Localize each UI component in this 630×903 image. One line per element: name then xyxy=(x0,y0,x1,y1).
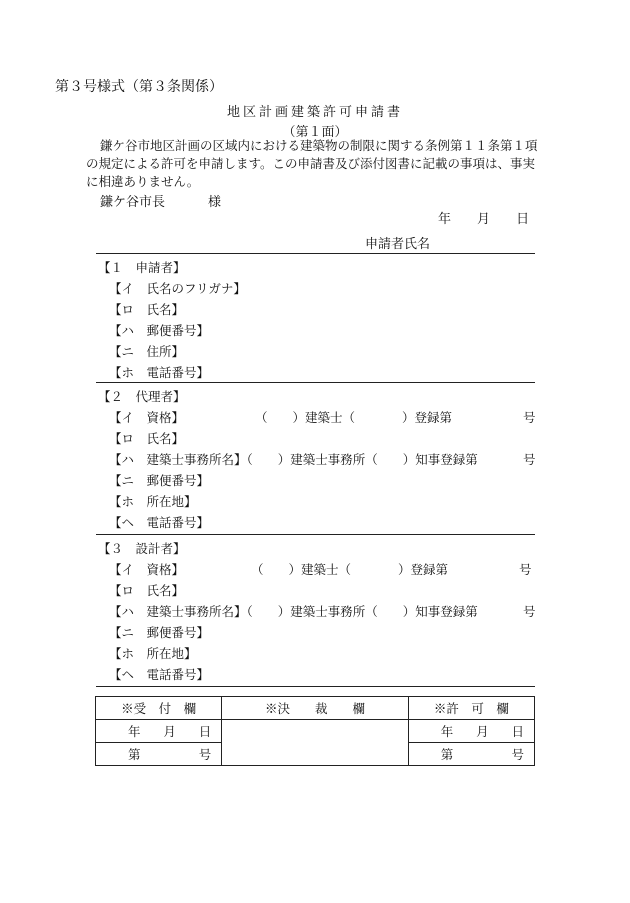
day-label: 日 xyxy=(511,724,524,739)
agent-phone-row xyxy=(96,513,535,533)
applicant-postal-row xyxy=(96,321,535,341)
field-label: 【ニ 郵便番号】 xyxy=(109,473,210,488)
qual-reg: ）登録第 xyxy=(402,410,453,425)
field-label: 【イ 氏名のフリガナ】 xyxy=(109,281,246,296)
field-label: 【ニ 郵便番号】 xyxy=(109,625,210,640)
field-label: 【ハ 郵便番号】 xyxy=(109,323,210,338)
qual-paren: （ ）建築士（ xyxy=(251,562,352,577)
page-subtitle: （第１面） xyxy=(282,125,348,140)
date-day-label: 日 xyxy=(516,212,530,227)
field-label: 【ヘ 電話番号】 xyxy=(109,667,210,682)
agent-section-header xyxy=(96,387,535,407)
designer-name-row xyxy=(96,581,535,601)
applicant-furigana-row xyxy=(96,279,535,299)
field-label: 【ホ 電話番号】 xyxy=(109,365,210,380)
month-label: 月 xyxy=(476,724,489,739)
divider xyxy=(96,253,535,254)
applicant-name-label: 申請者氏名 xyxy=(365,237,431,252)
form-label: 第３号様式（第３条関係） xyxy=(55,79,223,95)
field-label: 【ニ 住所】 xyxy=(109,344,185,359)
divider xyxy=(96,382,535,383)
qual-reg: ）登録第 xyxy=(398,562,449,577)
designer-office-row xyxy=(96,602,535,622)
permission-number-cell[interactable] xyxy=(408,743,534,766)
agent-location-row xyxy=(96,492,535,512)
year-label: 年 xyxy=(128,724,141,739)
field-label: 【イ 資格】 xyxy=(109,562,185,577)
reception-date-cell[interactable] xyxy=(96,720,222,743)
section-header-text: 【３ 設計者】 xyxy=(98,541,186,556)
date-line xyxy=(438,208,529,227)
section-header-text: 【２ 代理者】 xyxy=(98,389,186,404)
section-header-text: 【１ 申請者】 xyxy=(98,260,186,275)
designer-section-header xyxy=(96,539,535,559)
agent-qualification-row xyxy=(96,408,535,428)
reception-number-cell[interactable] xyxy=(96,743,222,766)
applicant-section-header xyxy=(96,258,535,278)
decision-cell[interactable] xyxy=(222,720,408,766)
day-label: 日 xyxy=(198,724,212,739)
page-title: 地区計画建築許可申請書 xyxy=(226,105,403,120)
applicant-address-row xyxy=(96,342,535,362)
date-month-label: 月 xyxy=(477,212,491,227)
designer-location-row xyxy=(96,644,535,664)
designer-qualification-row xyxy=(96,560,535,580)
applicant-phone-row xyxy=(96,363,535,383)
decision-header: ※決 裁 欄 xyxy=(222,697,408,720)
intro-text: 鎌ケ谷市地区計画の区域内における建築物の制限に関する条例第１１条第１項の規定による許可を申請します。この申請書及び添付図書に記載の事項は、事実に相違ありません。 xyxy=(86,138,538,189)
field-label: 【ハ 建築士事務所名】（ ）建築士事務所（ ）知事登録第 xyxy=(109,604,478,619)
field-label: 【ロ 氏名】 xyxy=(109,431,185,446)
dai-label: 第 xyxy=(128,747,141,762)
dai-label: 第 xyxy=(440,747,454,762)
month-label: 月 xyxy=(163,724,176,739)
qual-no: 号 xyxy=(523,410,536,425)
applicant-name-row xyxy=(96,300,535,320)
go-label: 号 xyxy=(198,747,212,762)
permission-header: ※許 可 欄 xyxy=(408,697,534,720)
stamp-table xyxy=(95,696,535,766)
agent-postal-row xyxy=(96,471,535,491)
agent-name-row xyxy=(96,429,535,449)
office-no: 号 xyxy=(523,452,536,467)
divider xyxy=(96,534,535,535)
year-label: 年 xyxy=(440,724,454,739)
addressee: 鎌ケ谷市長 xyxy=(100,195,166,210)
qual-no: 号 xyxy=(519,562,532,577)
intro-paragraph xyxy=(86,137,546,191)
field-label: 【ロ 氏名】 xyxy=(109,583,185,598)
field-label: 【ヘ 電話番号】 xyxy=(109,515,210,530)
permission-date-cell[interactable] xyxy=(408,720,534,743)
qual-paren: （ ）建築士（ xyxy=(255,410,356,425)
office-no: 号 xyxy=(523,604,536,619)
designer-phone-row xyxy=(96,665,535,685)
field-label: 【ハ 建築士事務所名】（ ）建築士事務所（ ）知事登録第 xyxy=(109,452,478,467)
go-label: 号 xyxy=(511,747,524,762)
field-label: 【ホ 所在地】 xyxy=(109,494,197,509)
honorific: 様 xyxy=(208,195,222,210)
agent-office-row xyxy=(96,450,535,470)
designer-postal-row xyxy=(96,623,535,643)
field-label: 【ホ 所在地】 xyxy=(109,646,197,661)
divider xyxy=(96,686,535,687)
field-label: 【イ 資格】 xyxy=(109,410,185,425)
field-label: 【ロ 氏名】 xyxy=(109,302,185,317)
reception-header: ※受 付 欄 xyxy=(96,697,222,720)
date-year-label: 年 xyxy=(438,212,452,227)
